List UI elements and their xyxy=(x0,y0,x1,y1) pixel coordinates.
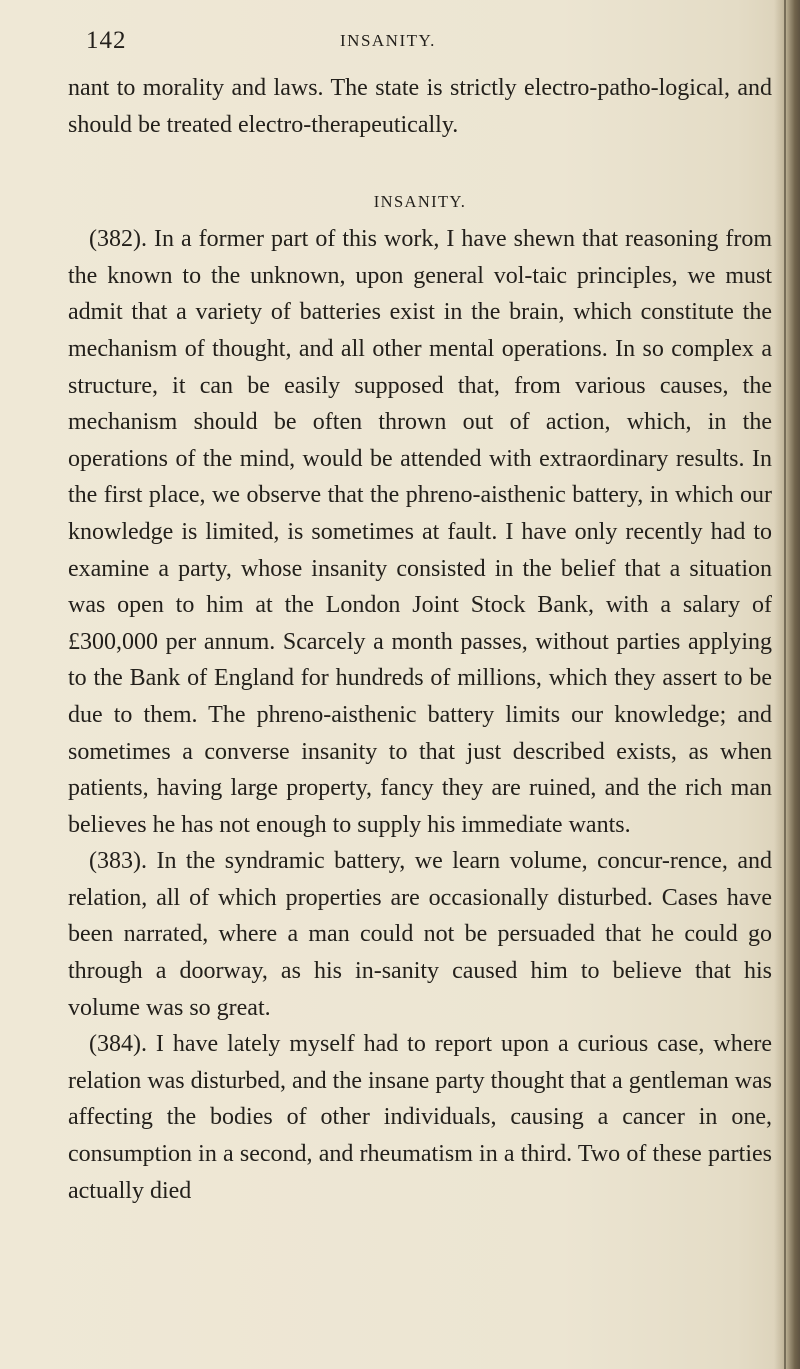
section-heading: INSANITY. xyxy=(373,192,467,212)
paragraph-382: (382). In a former part of this work, I have shewn that reasoning from the known to the unknown, upon general vol-taic principles, we must admit that a variety of batteries exist in the brain, which constitute the mechanism of thought, and all other mental operations. In so complex a structure, it can be easily supposed that, from various causes, the mechanism should be often thrown out of action, which, in the operations of the mind, would be attended with extraordinary results. In the first place, we observe that the phreno-aisthenic battery, in which our knowledge is limited, is sometimes at fault. I have only recently had to examine a party, whose insanity consisted in the belief that a situation was open to him at the London Joint Stock Bank, with a salary of £300,000 per annum. Scarcely a month passes, without parties applying to the Bank of England for hundreds of millions, which they assert to be due to them. The phreno-aisthenic battery limits our knowledge; and sometimes a converse insanity to that just described exists, as when patients, having large property, fancy they are ruined, and the rich man believes he has not enough to supply his immediate wants. xyxy=(68,226,772,838)
running-title: INSANITY. xyxy=(340,31,436,50)
page-edge-line xyxy=(784,0,786,1369)
opening-paragraph: nant to morality and laws. The state is strictly electro-patho-logical, and should be treated electro-therapeutically. xyxy=(68,75,772,138)
page-number: 142 xyxy=(86,27,127,54)
page-edge-shadow xyxy=(774,0,800,1369)
paragraph-384: (384). I have lately myself had to report upon a curious case, where relation was disturbed, and the insane party thought that a gentleman was affecting the bodies of other individuals, causing a cancer in one, consumption in a second, and rheumatism in a third. Two of these parties actually died xyxy=(68,1031,772,1204)
body-text xyxy=(68,70,772,1209)
running-head xyxy=(86,27,726,57)
paragraph-383: (383). In the syndramic battery, we learn volume, concur-rence, and relation, all of which properties are occasionally disturbed. Cases have been narrated, where a man could not be persuaded that he could go through a doorway, as his in-sanity caused him to believe that his volume was so great. xyxy=(68,848,772,1021)
